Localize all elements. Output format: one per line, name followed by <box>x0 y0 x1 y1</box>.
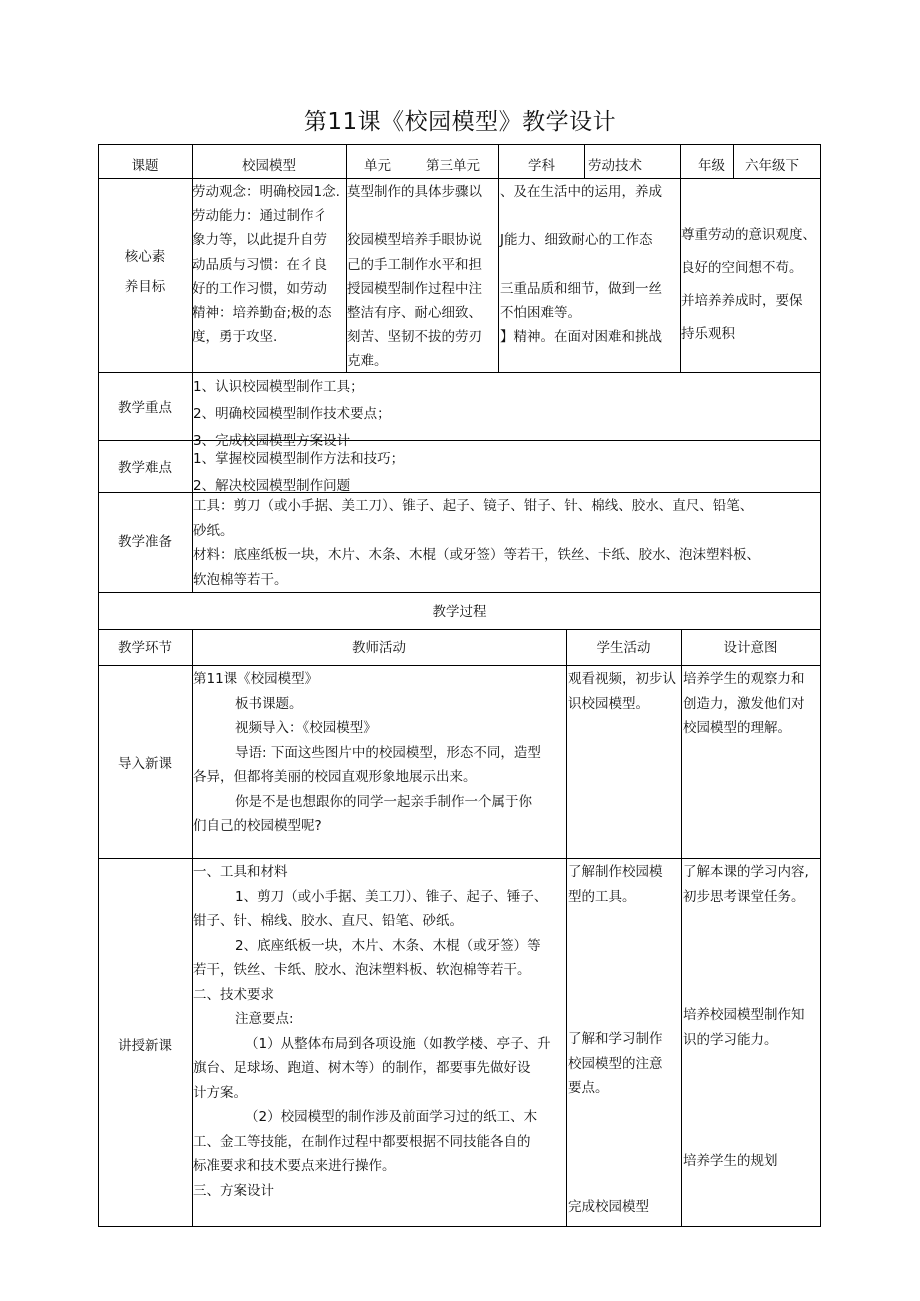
header-student: 学生活动 <box>596 640 651 656</box>
subject-label: 学科 <box>528 158 555 174</box>
lecture-student-activity-1: 了解制作校园模 型的工具。 <box>568 864 663 905</box>
list-item: 1、认识校园模型制作工具； <box>193 379 364 395</box>
grade-value: 六年级下 <box>745 158 799 174</box>
key-points-label: 教学重点 <box>118 400 172 416</box>
list-item: 2、解决校园模型制作问题 <box>193 478 351 494</box>
key-points-list <box>193 374 820 449</box>
subject-value: 劳动技术 <box>588 158 642 174</box>
core-label: 核心素 养目标 <box>124 249 166 295</box>
preparation-label: 教学准备 <box>118 534 172 550</box>
lecture-stage: 讲授新课 <box>118 1038 172 1054</box>
process-title: 教学过程 <box>432 604 487 620</box>
header-intent: 设计意图 <box>723 640 778 656</box>
lecture-intent-3: 培养学生的规划 <box>683 1153 778 1169</box>
unit-value: 第三单元 <box>426 158 480 174</box>
core-column-2: 莫型制作的具体步骤以 狡园模型培养手眼协说 己的手工制作水平和担 授园模型制作过程中注 整洁有序、耐心细致、 刻苦、坚韧不拔的劳刃 克难。 <box>347 184 482 370</box>
list-item: 1、掌握校园模型制作方法和技巧； <box>193 451 405 467</box>
lecture-student-activity-3: 完成校园模型 <box>568 1199 649 1215</box>
header-teacher: 教师活动 <box>352 640 406 656</box>
intro-student-activity: 观看视频，初步认 识校园模型。 <box>568 671 676 712</box>
core-column-1: 劳动观念：明确校园1念. 劳动能力：通过制作彳 象力等，以此提升自劳 动品质与习惯：在彳良 好的工作习惯，如劳动 精神：培养勤奋;极的态 度，勇于攻坚. <box>192 184 340 346</box>
preparation-text: 工具：剪刀（或小手据、美工刀）、锥子、起子、镜子、钳子、针、棉线、胶水、直尺、铅笔、 砂纸。 材料：底座纸板一块，木片、木条、木棍（或牙签）等若干，铁丝、卡纸、胶水、泡沫塑料板、 软泡棉等若干。 <box>193 498 760 588</box>
lecture-teacher-activity: 一、工具和材料 1、剪刀（或小手据、美工刀）、锥子、起子、锤子、 钳子、针、棉线、胶水、直尺、铅笔、砂纸。 2、底座纸板一块，木片、木条、木棍（或牙签）等 若干，铁丝、卡纸、胶水、泡沫塑料板、软泡棉等若干。 二、技术要求 注意要点: （1）从整体布局到各项设施（如教学楼、亭子、升 旗台、足球场、跑道、树木等）的制作，都要事先做好设 计方案。 （2）校园模型的制作涉及前面学习过的纸工、木 工、金工等技能，在制作过程中都要根据不同技能各自的 标准要求和技术要点来进行操作。 三、方案设计 <box>193 864 551 1199</box>
difficulties-list <box>193 446 820 492</box>
topic-value: 校园模型 <box>242 158 296 174</box>
intro-teacher-activity: 第11课《校园模型》 板书课题。 视频导入：《校园模型》 导语: 下面这些图片中的校园模型，形态不同，造型 各异，但都将美丽的校园直观形象地展示出来。 你是不是也想跟你的同学一起亲手制作一个属于你 们自己的校园模型呢? <box>193 671 541 834</box>
intro-intent: 培养学生的观察力和 创造力，激发他们对 校园模型的理解。 <box>683 671 805 736</box>
unit-label: 单元 <box>364 158 391 174</box>
intro-stage: 导入新课 <box>118 756 172 772</box>
list-item: 3、完成校园模型方案设计 <box>193 433 351 449</box>
lecture-intent-1: 了解本课的学习内容, 初步思考课堂任务。 <box>683 864 809 905</box>
lecture-student-activity-2: 了解和学习制作 校园模型的注意 要点。 <box>568 1031 663 1096</box>
core-column-3: 、及在生活中的运用，养成 J能力、细致耐心的工作态 三重品质和细节，做到一丝 不怕困难等。 】精神。在面对困难和挑战 <box>500 184 662 346</box>
topic-label: 课题 <box>131 158 159 174</box>
list-item: 2、明确校园模型制作技术要点； <box>193 406 391 422</box>
document-title: 第11课《校园模型》教学设计 <box>303 109 617 135</box>
lecture-intent-2: 培养校园模型制作知 识的学习能力。 <box>683 1007 805 1048</box>
grade-label: 年级 <box>698 158 725 174</box>
core-column-4: 尊重劳动的意识观度、 良好的空间想不苟。 并培养养成时，要保 持乐观积 <box>681 227 816 342</box>
difficulties-label: 教学难点 <box>118 460 172 476</box>
header-stage: 教学环节 <box>118 640 172 656</box>
